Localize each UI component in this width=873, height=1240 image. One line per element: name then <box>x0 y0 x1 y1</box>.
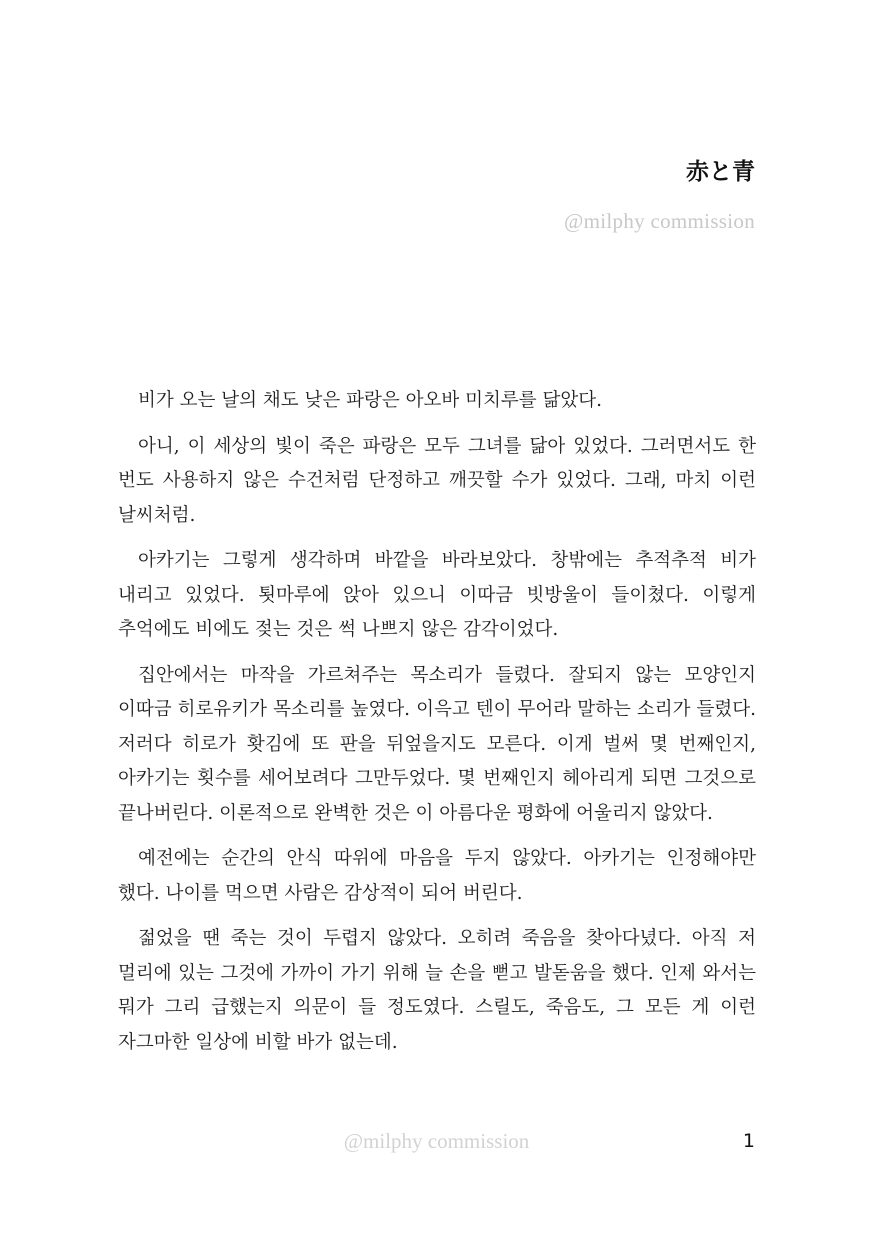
story-title: 赤と青 <box>686 158 755 185</box>
paragraph-4: 집안에서는 마작을 가르쳐주는 목소리가 들렸다. 잘되지 않는 모양인지 이따금 히로유키가 목소리를 높였다. 이윽고 텐이 무어라 말하는 소리가 들렸다. 저러다 히로가 홧김에 또 판을 뒤엎을지도 모른다. 이게 벌써 몇 번째인지, 아카기는 횟수를 세어보려다 그만두었다. 몇 번째인지 헤아리게 되면 그것으로 끝나버린다. 이론적으로 완벽한 것은 이 아름다운 평화에 어울리지 않았다. <box>118 664 756 824</box>
header-credit: @milphy commission <box>564 209 755 233</box>
paragraph-3: 아카기는 그렇게 생각하며 바깥을 바라보았다. 창밖에는 추적추적 비가 내리고 있었다. 툇마루에 앉아 있으니 이따금 빗방울이 들이쳤다. 이렇게 추억에도 비에도 젖는 것은 썩 나쁘지 않은 감각이었다. <box>118 550 756 640</box>
page-footer <box>0 1124 873 1158</box>
paragraph-5: 예전에는 순간의 안식 따위에 마음을 두지 않았다. 아카기는 인정해야만 했다. 나이를 먹으면 사람은 감상적이 되어 버린다. <box>118 848 756 904</box>
paragraph-6: 젊었을 땐 죽는 것이 두렵지 않았다. 오히려 죽음을 찾아다녔다. 아직 저 멀리에 있는 그것에 가까이 가기 위해 늘 손을 뻗고 발돋움을 했다. 인제 와서는 뭐가 그리 급했는지 의문이 들 정도였다. 스릴도, 죽음도, 그 모든 게 이런 자그마한 일상에 비할 바가 없는데. <box>118 928 756 1053</box>
page-number: 1 <box>742 1130 755 1152</box>
footer-credit: @milphy commission <box>343 1129 530 1153</box>
story-body <box>118 384 756 1071</box>
paragraph-1: 비가 오는 날의 채도 낮은 파랑은 아오바 미치루를 닮았다. <box>138 390 602 411</box>
page-header <box>564 150 755 236</box>
paragraph-2: 아니, 이 세상의 빛이 죽은 파랑은 모두 그녀를 닮아 있었다. 그러면서도 한 번도 사용하지 않은 수건처럼 단정하고 깨끗할 수가 있었다. 그래, 마치 이런 날씨처럼. <box>118 435 756 526</box>
